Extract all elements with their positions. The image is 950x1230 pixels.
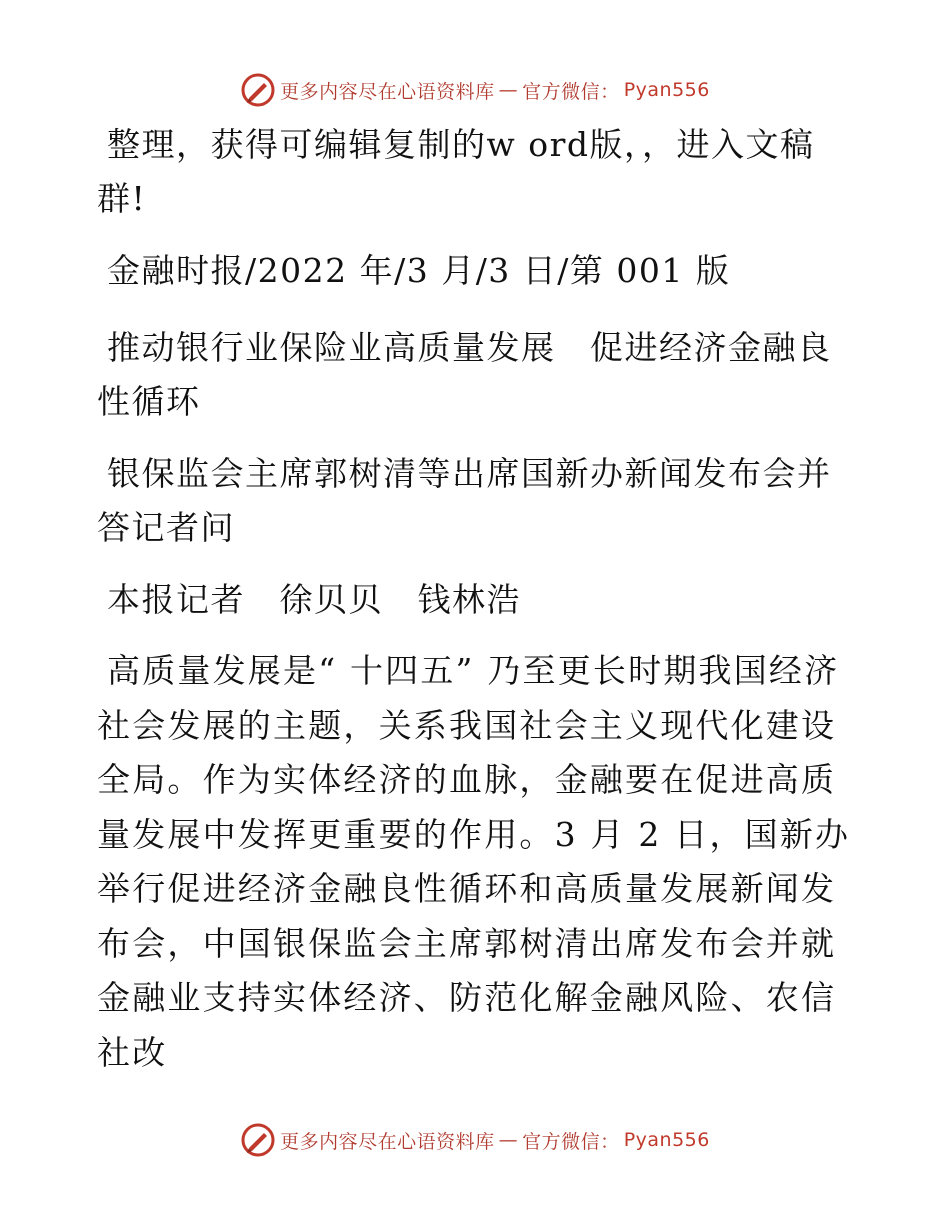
bottom-watermark	[0, 1120, 950, 1160]
watermark-wechat-id: Pyan556	[623, 79, 710, 101]
body-paragraph: 高质量发展是“ 十四五” 乃至更长时期我国经济社会发展的主题，关系我国社会主义现代化建设全局。作为实体经济的血脉，金融要在促进高质量发展中发挥更重要的作用。3 月 2 日，国新办举行促进经济金融良性循环和高质量发展新闻发布会，中国银保监会主席郭树清出席发布会并就金融业支持实体经济、防范化解金融风险、农信社改	[97, 651, 851, 1072]
pen-logo-icon	[240, 72, 276, 108]
watermark-label: 更多内容尽在心语资料库	[280, 1130, 495, 1153]
top-watermark	[0, 70, 950, 110]
watermark-label: 更多内容尽在心语资料库	[280, 80, 495, 103]
intro-paragraph: 整理，获得可编辑复制的w ord版，，进入文稿群!	[97, 125, 815, 218]
watermark-official: 官方微信：	[522, 1130, 620, 1153]
subheadline: 银保监会主席郭树清等出席国新办新闻发布会并答记者问	[97, 454, 832, 547]
document-body	[97, 118, 857, 1080]
byline: 本报记者 徐贝贝 钱林浩	[107, 580, 521, 619]
watermark-dash: —	[498, 1129, 519, 1151]
pen-logo-icon	[240, 1122, 276, 1158]
watermark-dash: —	[498, 79, 519, 101]
headline: 推动银行业保险业高质量发展 促进经济金融良性循环	[97, 328, 832, 421]
watermark-wechat-id: Pyan556	[623, 1129, 710, 1151]
watermark-official: 官方微信：	[522, 80, 620, 103]
source-line: 金融时报/2022 年/3 月/3 日/第 001 版	[107, 251, 731, 290]
